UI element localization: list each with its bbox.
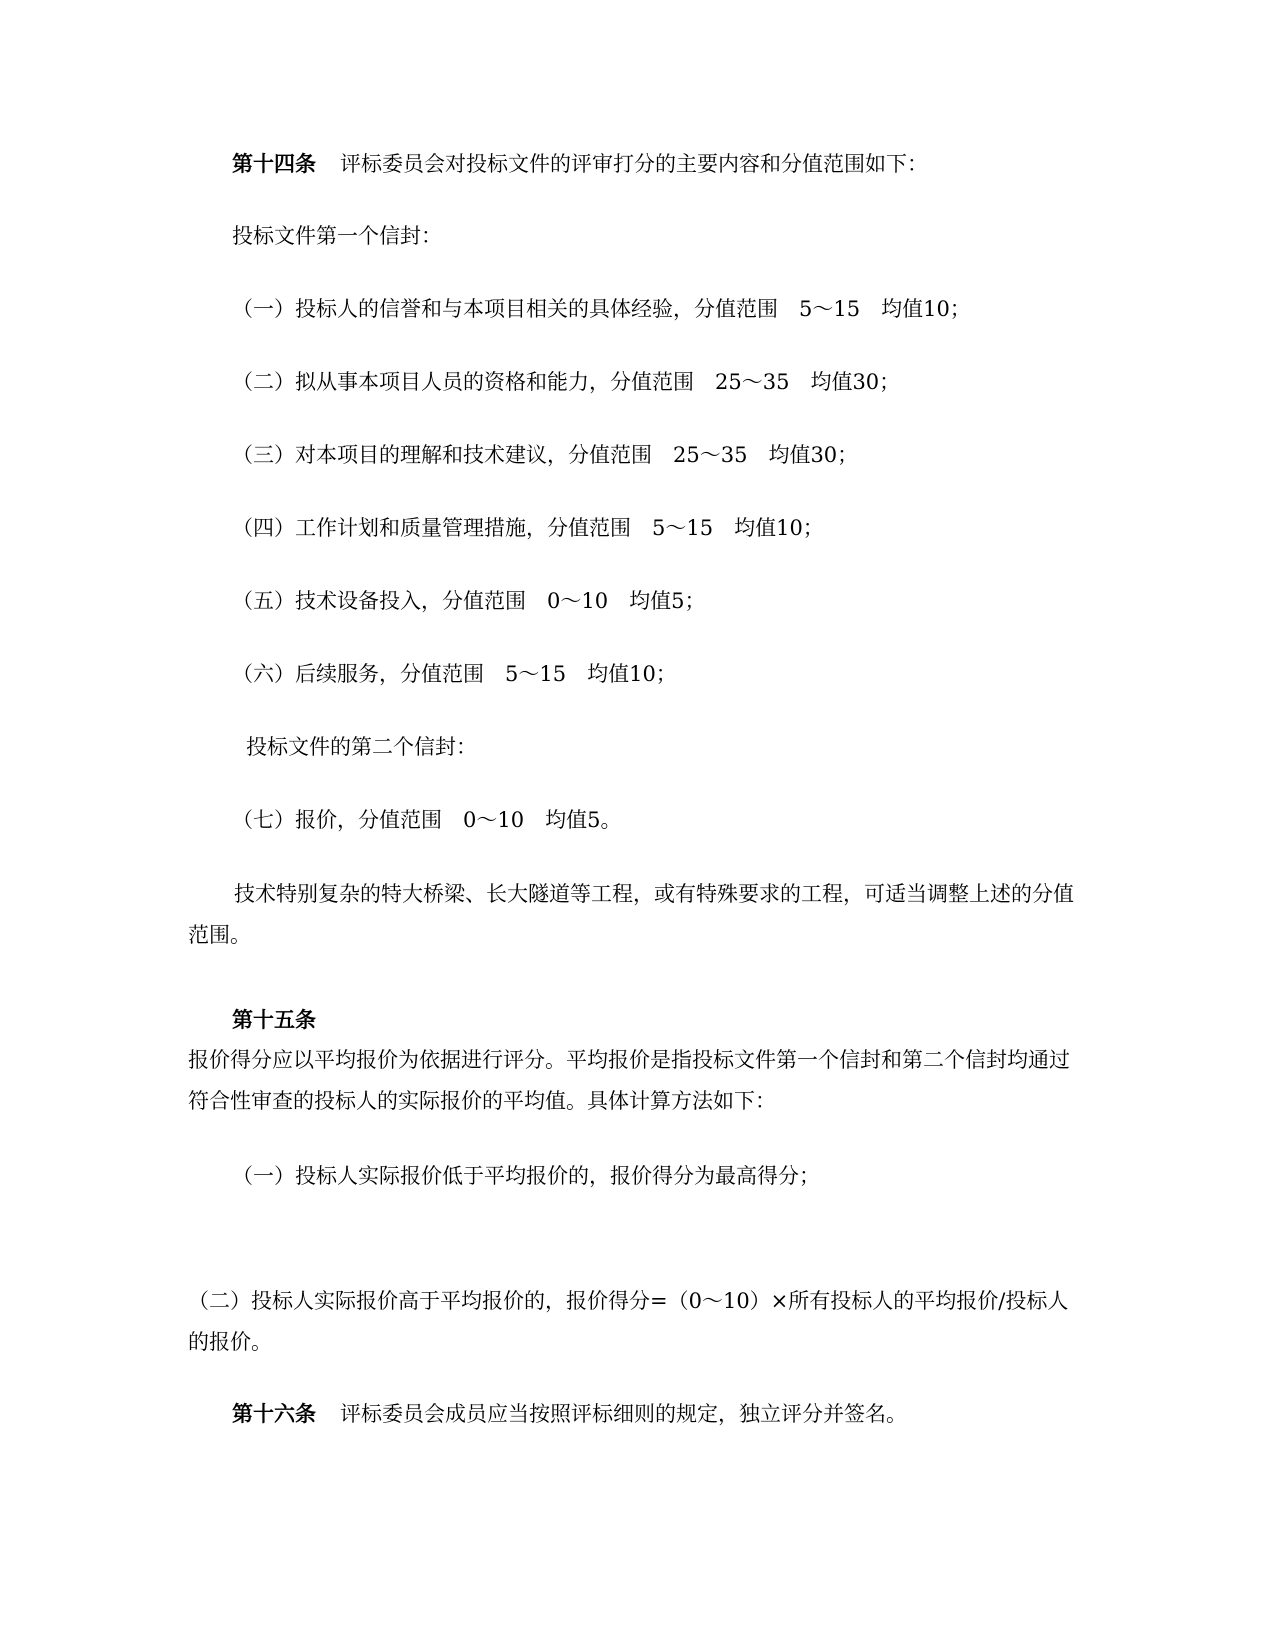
envelope-1-item-2: （二）拟从事本项目人员的资格和能力，分值范围 25～35 均值30； [232, 370, 901, 394]
article-14 [232, 150, 928, 178]
envelope-1-item-1: （一）投标人的信誉和与本项目相关的具体经验，分值范围 5～15 均值10； [232, 297, 971, 321]
article-15-text: 报价得分应以平均报价为依据进行评分。平均报价是指投标文件第一个信封和第二个信封均通过符合性审查的投标人的实际报价的平均值。具体计算方法如下： [188, 1048, 1070, 1113]
envelope-1-title: 投标文件第一个信封： [232, 224, 442, 248]
envelope-1-item-6: （六）后续服务，分值范围 5～15 均值10； [232, 662, 677, 686]
envelope-2-item: （七）报价，分值范围 0～10 均值5。 [232, 808, 622, 832]
envelope-1-item-3: （三）对本项目的理解和技术建议，分值范围 25～35 均值30； [232, 443, 859, 467]
article-15-item-2: （二）投标人实际报价高于平均报价的，报价得分=（0～10）×所有投标人的平均报价/投标人的报价。 [188, 1289, 1069, 1354]
article-15-heading: 第十五条 [232, 1007, 316, 1032]
article-16-text: 评标委员会成员应当按照评标细则的规定，独立评分并签名。 [340, 1402, 907, 1426]
article-15-item-1: （一）投标人实际报价低于平均报价的，报价得分为最高得分； [232, 1164, 820, 1188]
adjust-note: 技术特别复杂的特大桥梁、长大隧道等工程，或有特殊要求的工程，可适当调整上述的分值范围。 [188, 882, 1074, 947]
envelope-1-item-4: （四）工作计划和质量管理措施，分值范围 5～15 均值10； [232, 516, 824, 540]
envelope-1-item-5: （五）技术设备投入，分值范围 0～10 均值5； [232, 589, 706, 613]
article-14-heading: 第十四条 [232, 151, 316, 176]
article-16-heading: 第十六条 [232, 1401, 316, 1426]
envelope-2-title: 投标文件的第二个信封： [246, 735, 477, 759]
article-16 [232, 1400, 907, 1428]
article-14-text: 评标委员会对投标文件的评审打分的主要内容和分值范围如下： [340, 152, 928, 176]
